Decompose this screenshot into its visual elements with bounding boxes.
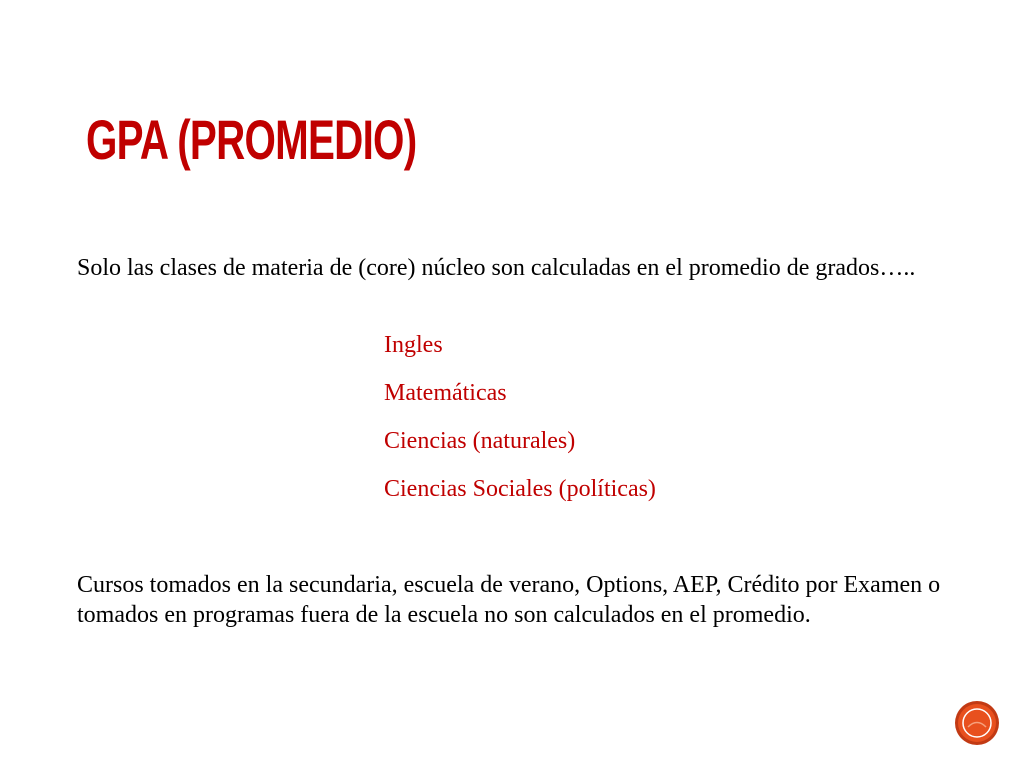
subject-item: Ciencias Sociales (políticas) (384, 476, 656, 502)
intro-paragraph: Solo las clases de materia de (core) núcleo son calculadas en el promedio de grados….. (77, 255, 916, 281)
subject-item: Ciencias (naturales) (384, 428, 576, 454)
subject-item: Matemáticas (384, 380, 507, 406)
outro-paragraph: Cursos tomados en la secundaria, escuela de verano, Options, AEP, Crédito por Examen o tomados en programas fuera de la escuela no son calculados en el promedio. (77, 572, 941, 628)
core-subjects-list (384, 330, 656, 522)
circle-emblem-icon (954, 700, 1000, 746)
slide-title: GPA (PROMEDIO) (86, 108, 417, 171)
subject-item: Ingles (384, 332, 443, 358)
